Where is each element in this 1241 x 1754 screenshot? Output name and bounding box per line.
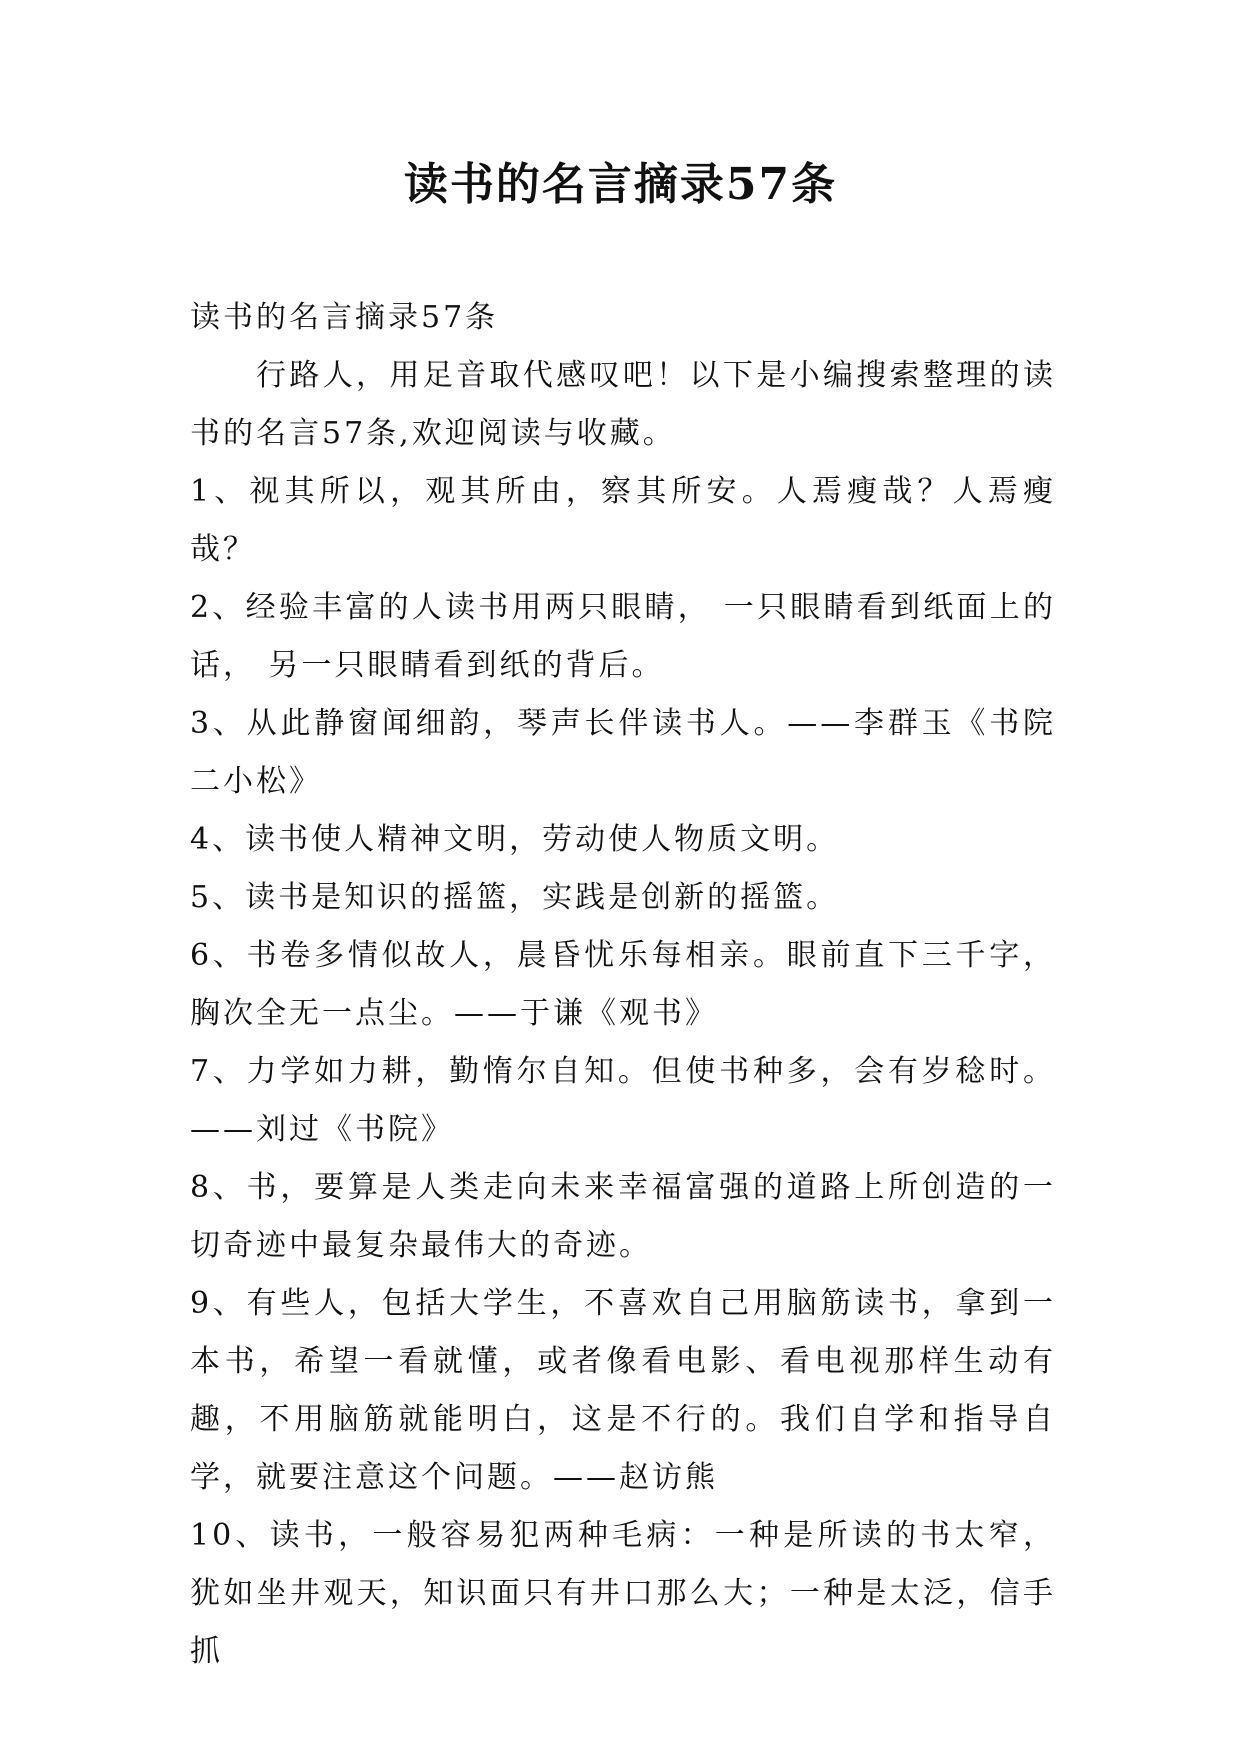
quote-item-9: 9、有些人，包括大学生，不喜欢自己用脑筋读书，拿到一本书，希望一看就懂，或者像看电影、看电视那样生动有趣，不用脑筋就能明白，这是不行的。我们自学和指导自学，就要注意这个问题。——赵访熊 [190, 1286, 1056, 1495]
quote-item-3: 3、从此静窗闻细韵，琴声长伴读书人。——李群玉《书院二小松》 [190, 706, 1056, 799]
intro-paragraph: 行路人，用足音取代感叹吧！以下是小编搜索整理的读书的名言57条,欢迎阅读与收藏。 [190, 358, 1056, 451]
quote-item-10: 10、读书，一般容易犯两种毛病：一种是所读的书太窄，犹如坐井观天，知识面只有井口那么大；一种是太泛，信手抓 [190, 1518, 1056, 1669]
document-title: 读书的名言摘录57条 [403, 159, 838, 210]
quote-item-4: 4、读书使人精神文明，劳动使人物质文明。 [190, 822, 840, 857]
document-body [190, 289, 1056, 1681]
quote-item-8: 8、书，要算是人类走向未来幸福富强的道路上所创造的一切奇迹中最复杂最伟大的奇迹。 [190, 1170, 1056, 1263]
quote-item-7: 7、力学如力耕，勤惰尔自知。但使书种多，会有岁稔时。——刘过《书院》 [190, 1054, 1056, 1147]
quote-item-2: 2、经验丰富的人读书用两只眼睛， 一只眼睛看到纸面上的话， 另一只眼睛看到纸的背后。 [190, 590, 1056, 683]
quote-item-6: 6、书卷多情似故人，晨昏忧乐每相亲。眼前直下三千字，胸次全无一点尘。——于谦《观书》 [190, 938, 1056, 1031]
quote-item-5: 5、读书是知识的摇篮，实践是创新的摇篮。 [190, 880, 840, 915]
quote-item-1: 1、视其所以，观其所由，察其所安。人焉瘦哉？人焉瘦哉？ [190, 474, 1056, 567]
document-subtitle: 读书的名言摘录57条 [190, 300, 499, 335]
